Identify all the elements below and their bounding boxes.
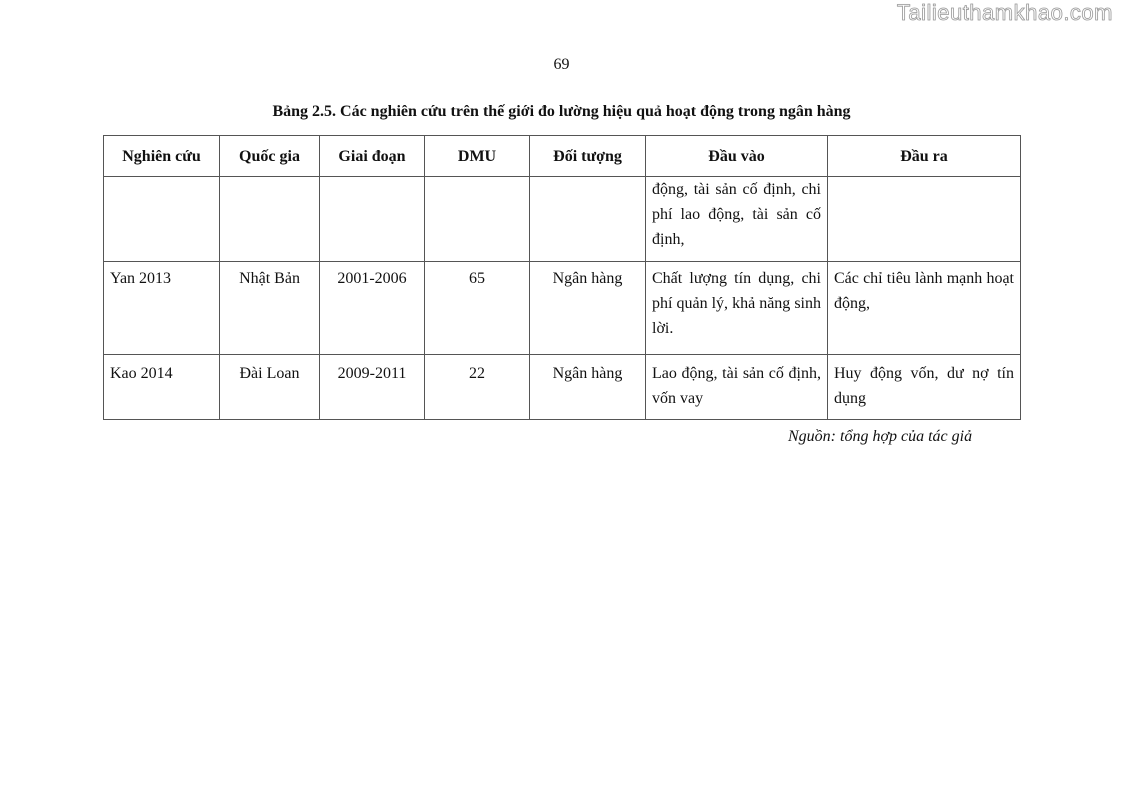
header-quoc-gia: Quốc gia xyxy=(220,136,320,177)
header-dau-vao: Đầu vào xyxy=(646,136,828,177)
cell-dmu xyxy=(425,177,530,262)
cell-outputs xyxy=(828,177,1021,262)
cell-study: Kao 2014 xyxy=(104,355,220,420)
cell-subject: Ngân hàng xyxy=(530,262,646,355)
cell-study: Yan 2013 xyxy=(104,262,220,355)
cell-country xyxy=(220,177,320,262)
cell-country: Nhật Bản xyxy=(220,262,320,355)
cell-period xyxy=(320,177,425,262)
cell-outputs: Các chỉ tiêu lành mạnh hoạt động, xyxy=(828,262,1021,355)
cell-dmu: 22 xyxy=(425,355,530,420)
cell-outputs: Huy động vốn, dư nợ tín dụng xyxy=(828,355,1021,420)
header-dau-ra: Đầu ra xyxy=(828,136,1021,177)
cell-subject xyxy=(530,177,646,262)
cell-inputs: Chất lượng tín dụng, chi phí quản lý, khả năng sinh lời. xyxy=(646,262,828,355)
cell-inputs: Lao động, tài sản cố định, vốn vay xyxy=(646,355,828,420)
watermark-logo: Tailieuthamkhao.com xyxy=(896,0,1113,25)
table-row xyxy=(104,262,1021,355)
source-note: Nguồn: tổng hợp của tác giả xyxy=(788,428,973,445)
cell-study xyxy=(104,177,220,262)
cell-period: 2001-2006 xyxy=(320,262,425,355)
cell-inputs: động, tài sản cố định, chi phí lao động, tài sản cố định, xyxy=(646,177,828,262)
cell-country: Đài Loan xyxy=(220,355,320,420)
page-number: 69 xyxy=(553,56,570,73)
table-row xyxy=(104,177,1021,262)
research-table xyxy=(103,135,1021,420)
table-header-row xyxy=(104,136,1021,177)
cell-subject: Ngân hàng xyxy=(530,355,646,420)
cell-dmu: 65 xyxy=(425,262,530,355)
header-nghien-cuu: Nghiên cứu xyxy=(104,136,220,177)
table-title: Bảng 2.5. Các nghiên cứu trên thế giới đo lường hiệu quả hoạt động trong ngân hàng xyxy=(272,103,851,120)
header-doi-tuong: Đối tượng xyxy=(530,136,646,177)
header-giai-doan: Giai đoạn xyxy=(320,136,425,177)
table-row xyxy=(104,355,1021,420)
header-dmu: DMU xyxy=(425,136,530,177)
cell-period: 2009-2011 xyxy=(320,355,425,420)
